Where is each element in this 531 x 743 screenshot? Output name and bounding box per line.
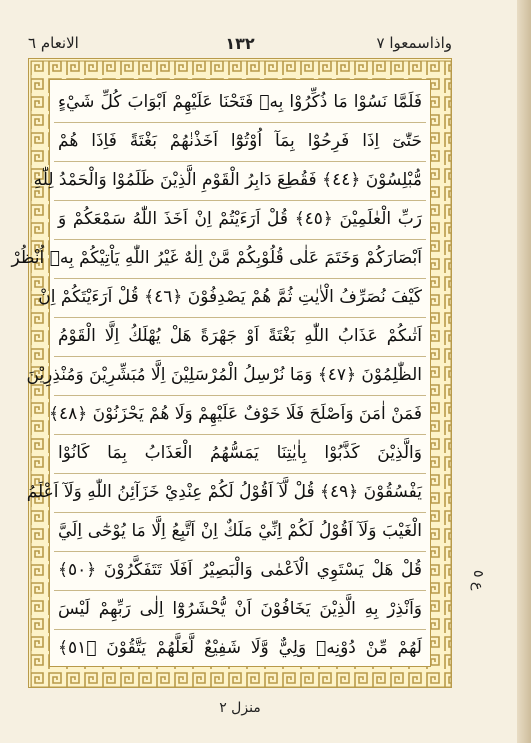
verse-line: فَمَنْ اٰمَنَ وَاَصْلَحَ فَلَا خَوْفٌ عَلَيْهِمْ وَلَا هُمْ يَحْزَنُوْنَ ﴿٤٨﴾ bbox=[49, 404, 422, 424]
verse-line: رَبِّ الْعٰلَمِيْنَ ﴿٤٥﴾ قُلْ اَرَءَيْتُمْ اِنْ اَخَذَ اللّٰهُ سَمْعَكُمْ وَ bbox=[58, 209, 422, 229]
page-number: ١٣٢ bbox=[225, 34, 255, 53]
verse-line: مُّبْلِسُوْنَ ﴿٤٤﴾ فَقُطِعَ دَابِرُ الْقَوْمِ الَّذِيْنَ ظَلَمُوْا وَالْحَمْدُ لِلّٰهِ bbox=[33, 170, 422, 190]
verse-line: لَهُمْ مِّنْ دُوْنِهٖ وَلِيٌّ وَّلَا شَفِيْعٌ لَّعَلَّهُمْ يَتَّقُوْنَ ﴿٥١﴾ bbox=[58, 638, 422, 658]
verse-line: اَبْصَارَكُمْ وَخَتَمَ عَلٰى قُلُوْبِكُمْ مَّنْ اِلٰهٌ غَيْرُ اللّٰهِ يَاْتِيْكُمْ بِهٖ اُنْظُرْ bbox=[11, 248, 422, 268]
ruku-marker: ع ٥ bbox=[470, 569, 486, 591]
page-header bbox=[28, 34, 452, 56]
verse-line: يَفْسُقُوْنَ ﴿٤٩﴾ قُلْ لَّآ اَقُوْلُ لَكُمْ عِنْدِيْ خَزَآئِنُ اللّٰهِ وَلَآ اَعْلَمُ bbox=[26, 482, 422, 502]
verse-line: قُلْ هَلْ يَسْتَوِي الْاَعْمٰى وَالْبَصِيْرُ اَفَلَا تَتَفَكَّرُوْنَ ﴿٥٠﴾ bbox=[58, 560, 422, 580]
verse-line: وَاَنْذِرْ بِهِ الَّذِيْنَ يَخَافُوْنَ اَنْ يُّحْشَرُوْٓا اِلٰى رَبِّهِمْ لَيْسَ bbox=[58, 599, 422, 619]
verse-line: كَيْفَ نُصَرِّفُ الْاٰيٰتِ ثُمَّ هُمْ يَصْدِفُوْنَ ﴿٤٦﴾ قُلْ اَرَءَيْتَكُمْ اِنْ bbox=[38, 287, 422, 307]
verse-line: حَتّٰىٓ اِذَا فَرِحُوْا بِمَآ اُوْتُوْٓا اَخَذْنٰهُمْ بَغْتَةً فَاِذَا هُمْ bbox=[58, 131, 422, 151]
verse-line: فَلَمَّا نَسُوْا مَا ذُكِّرُوْا بِهٖ فَتَحْنَا عَلَيْهِمْ اَبْوَابَ كُلِّ شَيْءٍ bbox=[58, 92, 422, 112]
page-edge-shadow bbox=[517, 0, 531, 743]
surah-name: الانعام ٦ bbox=[28, 34, 79, 52]
verse-line: اَتٰىكُمْ عَذَابُ اللّٰهِ بَغْتَةً اَوْ جَهْرَةً هَلْ يُهْلَكُ اِلَّا الْقَوْمُ bbox=[58, 326, 422, 346]
verse-line: وَالَّذِيْنَ كَذَّبُوْا بِاٰيٰتِنَا يَمَسُّهُمُ الْعَذَابُ بِمَا كَانُوْا bbox=[58, 443, 422, 463]
juz-name: واذاسمعوا ٧ bbox=[376, 34, 452, 52]
verse-line: الْغَيْبَ وَلَآ اَقُوْلُ لَكُمْ اِنِّيْ مَلَكٌ اِنْ اَتَّبِعُ اِلَّا مَا يُوْحٰٓى اِلَيَّ bbox=[58, 521, 422, 541]
verse-text-panel bbox=[11, 79, 431, 667]
verse-line: الظّٰلِمُوْنَ ﴿٤٧﴾ وَمَا نُرْسِلُ الْمُرْسَلِيْنَ اِلَّا مُبَشِّرِيْنَ وَمُنْذِرِيْنَ bbox=[26, 365, 422, 385]
manzil-footer: منزل ٢ bbox=[219, 700, 261, 716]
ornamental-frame bbox=[11, 58, 452, 688]
